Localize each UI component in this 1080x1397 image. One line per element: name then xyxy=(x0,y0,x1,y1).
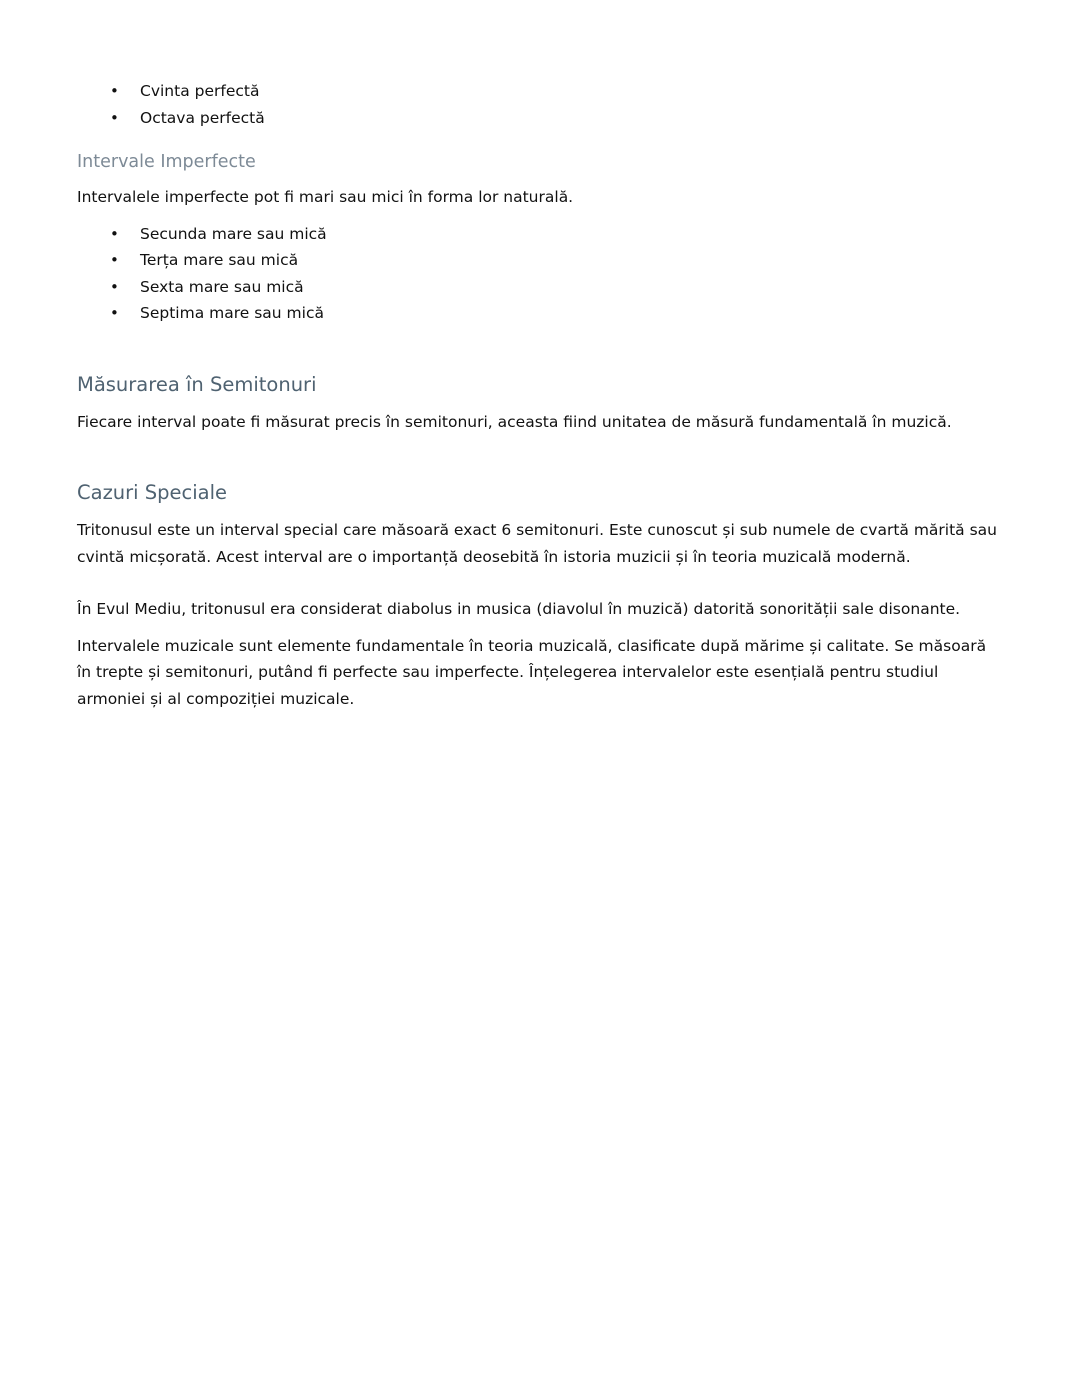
list-item xyxy=(77,247,997,274)
bullet-icon: • xyxy=(110,277,119,296)
list-item-text: Septima mare sau mică xyxy=(140,304,324,322)
list-item xyxy=(77,221,997,248)
summary-paragraph: Intervalele muzicale sunt elemente fundamentale în teoria muzicală, clasificate după mărime și calitate. Se măsoară în trepte și semitonuri, putând fi perfecte sau imperfecte. Înțelegerea intervalelor este esențială pentru studiul armoniei și al compoziției muzicale. xyxy=(77,636,987,708)
list-item-text: Terța mare sau mică xyxy=(140,251,299,269)
perfect-intervals-list xyxy=(77,78,997,131)
list-item xyxy=(77,78,997,105)
list-item-text: Octava perfectă xyxy=(140,108,265,127)
bullet-icon: • xyxy=(110,304,119,322)
list-item xyxy=(77,105,997,132)
document-content xyxy=(77,78,997,712)
semitones-heading: Măsurarea în Semitonuri xyxy=(77,372,317,396)
list-item xyxy=(77,300,997,327)
imperfect-intervals-heading: Intervale Imperfecte xyxy=(77,152,256,172)
imperfect-intervals-list xyxy=(77,221,997,327)
semitones-text: Fiecare interval poate fi măsurat precis în semitonuri, aceasta fiind unitatea de măsură fundamentală în muzică. xyxy=(77,412,952,431)
list-item-text: Cvinta perfectă xyxy=(140,82,260,100)
imperfect-intervals-intro: Intervalele imperfecte pot fi mari sau mici în forma lor naturală. xyxy=(77,188,574,206)
bullet-icon: • xyxy=(110,108,119,127)
bullet-icon: • xyxy=(110,251,119,269)
list-item-text: Sexta mare sau mică xyxy=(140,277,304,296)
special-cases-heading: Cazuri Speciale xyxy=(77,481,228,504)
list-item-text: Secunda mare sau mică xyxy=(140,224,327,243)
special-cases-note: În Evul Mediu, tritonusul era considerat diabolus in musica (diavolul în muzică) datorită sonorității sale disonante. xyxy=(77,600,961,618)
special-cases-text: Tritonusul este un interval special care măsoară exact 6 semitonuri. Este cunoscut și sub numele de cvartă mărită sau cvintă micșorată. Acest interval are o importanță deosebită în istoria muzicii și în teoria muzicală modernă. xyxy=(77,521,998,566)
bullet-icon: • xyxy=(110,82,119,100)
list-item xyxy=(77,274,997,301)
bullet-icon: • xyxy=(110,224,119,243)
